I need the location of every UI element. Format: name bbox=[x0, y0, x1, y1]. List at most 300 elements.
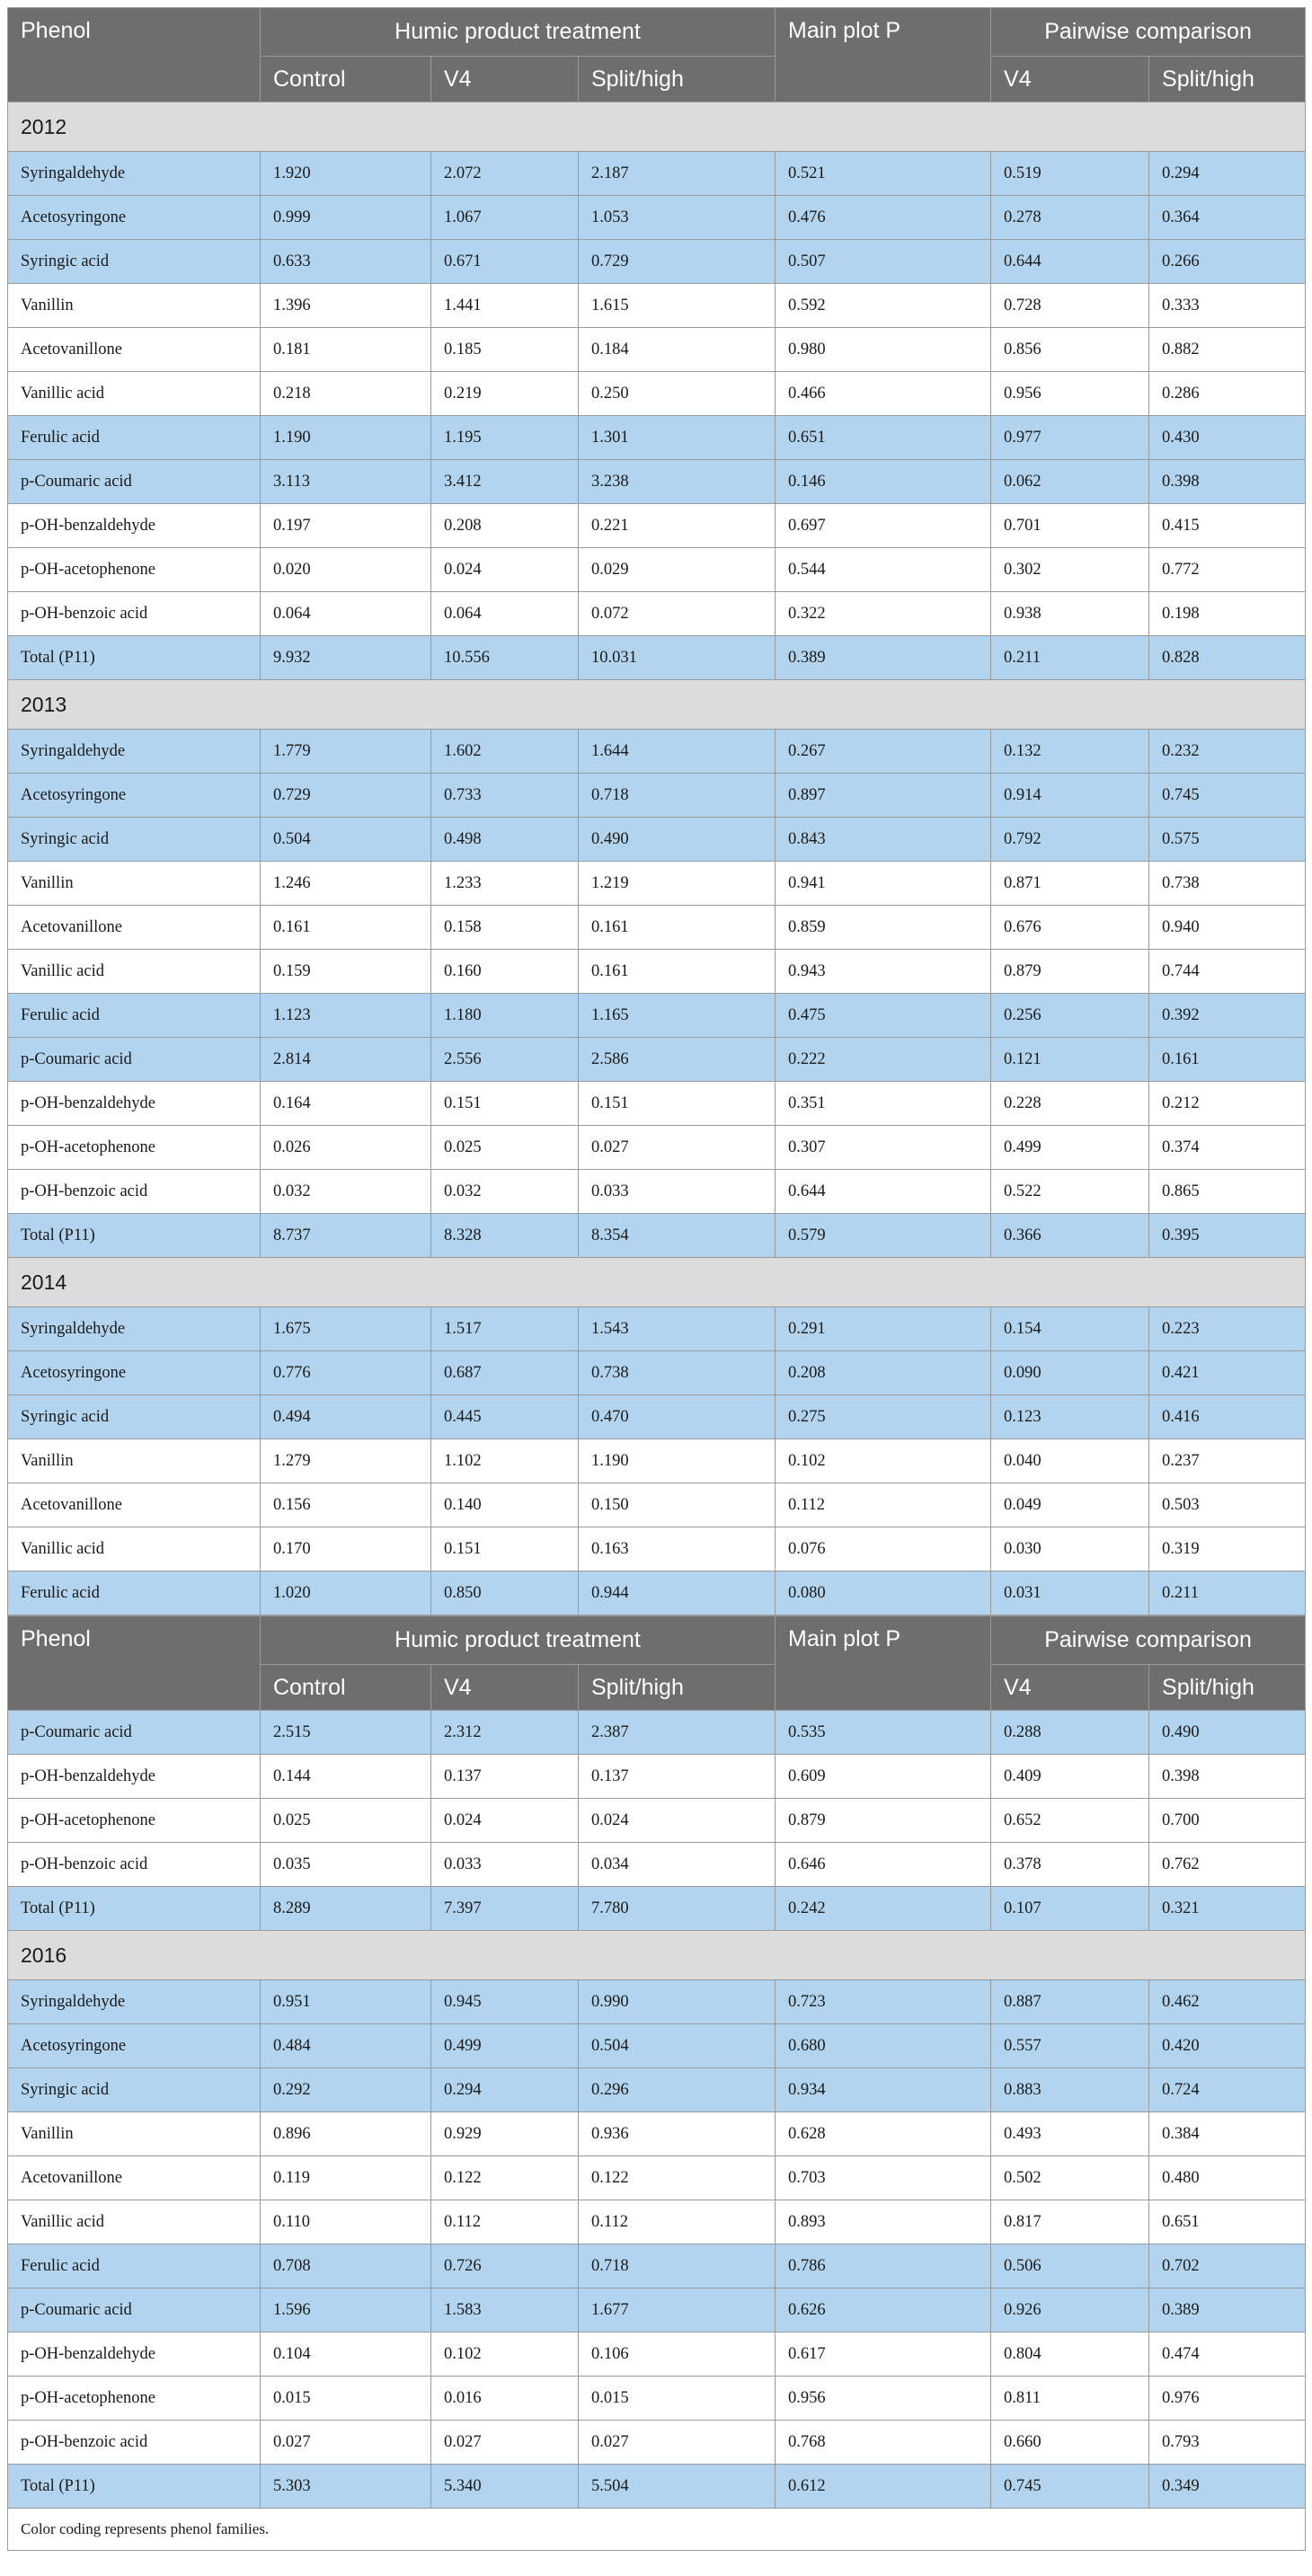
cell-main-plot-p: 0.879 bbox=[776, 1799, 991, 1843]
cell-v4: 0.219 bbox=[431, 372, 579, 416]
header-split-high: Split/high bbox=[579, 57, 776, 102]
table-row bbox=[8, 2244, 1306, 2288]
cell-v4: 0.024 bbox=[431, 548, 579, 592]
header-pairwise-v4: V4 bbox=[991, 1665, 1149, 1711]
cell-main-plot-p: 0.307 bbox=[776, 1126, 991, 1170]
cell-v4: 0.687 bbox=[431, 1351, 579, 1395]
header-main-plot-p: Main plot P bbox=[776, 1616, 991, 1711]
cell-main-plot-p: 0.466 bbox=[776, 372, 991, 416]
cell-main-plot-p: 0.680 bbox=[776, 2024, 991, 2068]
cell-pairwise-split-high: 0.232 bbox=[1149, 730, 1306, 774]
cell-pairwise-split-high: 0.474 bbox=[1149, 2333, 1306, 2377]
cell-pairwise-v4: 0.977 bbox=[991, 416, 1149, 460]
cell-pairwise-v4: 0.132 bbox=[991, 730, 1149, 774]
cell-main-plot-p: 0.291 bbox=[776, 1307, 991, 1351]
cell-main-plot-p: 0.723 bbox=[776, 1980, 991, 2024]
cell-pairwise-v4: 0.914 bbox=[991, 774, 1149, 818]
cell-pairwise-split-high: 0.745 bbox=[1149, 774, 1306, 818]
cell-control: 1.190 bbox=[261, 416, 431, 460]
cell-control: 1.279 bbox=[261, 1439, 431, 1483]
table-row bbox=[8, 196, 1306, 240]
cell-main-plot-p: 0.389 bbox=[776, 636, 991, 680]
cell-phenol: Acetovanillone bbox=[8, 1483, 261, 1527]
cell-pairwise-v4: 0.811 bbox=[991, 2377, 1149, 2421]
cell-pairwise-split-high: 0.503 bbox=[1149, 1483, 1306, 1527]
cell-v4: 0.016 bbox=[431, 2377, 579, 2421]
cell-split-high: 2.586 bbox=[579, 1038, 776, 1082]
cell-split-high: 3.238 bbox=[579, 460, 776, 504]
cell-split-high: 0.718 bbox=[579, 774, 776, 818]
cell-main-plot-p: 0.507 bbox=[776, 240, 991, 284]
cell-control: 0.197 bbox=[261, 504, 431, 548]
cell-main-plot-p: 0.893 bbox=[776, 2200, 991, 2244]
cell-main-plot-p: 0.897 bbox=[776, 774, 991, 818]
cell-main-plot-p: 0.592 bbox=[776, 284, 991, 328]
cell-phenol: Vanillin bbox=[8, 2112, 261, 2156]
cell-split-high: 0.490 bbox=[579, 818, 776, 862]
cell-split-high: 1.053 bbox=[579, 196, 776, 240]
cell-v4: 0.945 bbox=[431, 1980, 579, 2024]
cell-split-high: 0.015 bbox=[579, 2377, 776, 2421]
cell-v4: 3.412 bbox=[431, 460, 579, 504]
cell-control: 0.025 bbox=[261, 1799, 431, 1843]
cell-split-high: 0.470 bbox=[579, 1395, 776, 1439]
year-label: 2012 bbox=[8, 102, 1306, 152]
header-control: Control bbox=[261, 57, 431, 102]
cell-control: 0.170 bbox=[261, 1527, 431, 1571]
cell-main-plot-p: 0.628 bbox=[776, 2112, 991, 2156]
cell-control: 0.292 bbox=[261, 2068, 431, 2112]
year-row bbox=[8, 102, 1306, 152]
cell-control: 0.951 bbox=[261, 1980, 431, 2024]
cell-main-plot-p: 0.941 bbox=[776, 862, 991, 906]
cell-split-high: 0.184 bbox=[579, 328, 776, 372]
cell-pairwise-split-high: 0.321 bbox=[1149, 1887, 1306, 1931]
cell-main-plot-p: 0.980 bbox=[776, 328, 991, 372]
cell-phenol: p-OH-benzoic acid bbox=[8, 592, 261, 636]
cell-control: 1.396 bbox=[261, 284, 431, 328]
cell-v4: 0.112 bbox=[431, 2200, 579, 2244]
cell-control: 0.776 bbox=[261, 1351, 431, 1395]
cell-pairwise-split-high: 0.865 bbox=[1149, 1170, 1306, 1214]
cell-v4: 0.033 bbox=[431, 1843, 579, 1887]
cell-phenol: Syringic acid bbox=[8, 2068, 261, 2112]
cell-main-plot-p: 0.267 bbox=[776, 730, 991, 774]
cell-v4: 1.067 bbox=[431, 196, 579, 240]
cell-v4: 0.027 bbox=[431, 2421, 579, 2465]
table-row bbox=[8, 2068, 1306, 2112]
cell-control: 0.494 bbox=[261, 1395, 431, 1439]
cell-pairwise-v4: 0.817 bbox=[991, 2200, 1149, 2244]
cell-main-plot-p: 0.859 bbox=[776, 906, 991, 950]
cell-pairwise-split-high: 0.420 bbox=[1149, 2024, 1306, 2068]
cell-main-plot-p: 0.535 bbox=[776, 1711, 991, 1755]
year-row bbox=[8, 1931, 1306, 1980]
cell-pairwise-split-high: 0.319 bbox=[1149, 1527, 1306, 1571]
cell-v4: 0.294 bbox=[431, 2068, 579, 2112]
cell-control: 0.484 bbox=[261, 2024, 431, 2068]
cell-pairwise-split-high: 0.398 bbox=[1149, 460, 1306, 504]
cell-pairwise-v4: 0.871 bbox=[991, 862, 1149, 906]
cell-split-high: 0.150 bbox=[579, 1483, 776, 1527]
table-row bbox=[8, 1126, 1306, 1170]
cell-pairwise-split-high: 0.462 bbox=[1149, 1980, 1306, 2024]
cell-split-high: 0.034 bbox=[579, 1843, 776, 1887]
cell-control: 0.110 bbox=[261, 2200, 431, 2244]
header-treatment: Humic product treatment bbox=[261, 1616, 776, 1665]
cell-control: 0.104 bbox=[261, 2333, 431, 2377]
cell-pairwise-v4: 0.792 bbox=[991, 818, 1149, 862]
table-row bbox=[8, 730, 1306, 774]
table-row bbox=[8, 1038, 1306, 1082]
cell-pairwise-v4: 0.211 bbox=[991, 636, 1149, 680]
cell-phenol: p-OH-benzoic acid bbox=[8, 2421, 261, 2465]
cell-control: 1.596 bbox=[261, 2288, 431, 2333]
header-pairwise: Pairwise comparison bbox=[991, 1616, 1306, 1665]
cell-main-plot-p: 0.351 bbox=[776, 1082, 991, 1126]
cell-pairwise-split-high: 0.575 bbox=[1149, 818, 1306, 862]
cell-v4: 0.850 bbox=[431, 1571, 579, 1616]
table-row bbox=[8, 504, 1306, 548]
cell-v4: 1.233 bbox=[431, 862, 579, 906]
cell-pairwise-v4: 0.302 bbox=[991, 548, 1149, 592]
cell-split-high: 10.031 bbox=[579, 636, 776, 680]
cell-split-high: 0.944 bbox=[579, 1571, 776, 1616]
cell-pairwise-v4: 0.107 bbox=[991, 1887, 1149, 1931]
cell-pairwise-split-high: 0.237 bbox=[1149, 1439, 1306, 1483]
table-row bbox=[8, 1170, 1306, 1214]
table-row bbox=[8, 906, 1306, 950]
cell-v4: 0.140 bbox=[431, 1483, 579, 1527]
cell-pairwise-v4: 0.745 bbox=[991, 2465, 1149, 2509]
cell-pairwise-split-high: 0.398 bbox=[1149, 1755, 1306, 1799]
table-body bbox=[8, 102, 1306, 1616]
year-row bbox=[8, 680, 1306, 730]
cell-split-high: 0.296 bbox=[579, 2068, 776, 2112]
table-row bbox=[8, 548, 1306, 592]
cell-phenol: p-OH-benzoic acid bbox=[8, 1843, 261, 1887]
cell-v4: 0.032 bbox=[431, 1170, 579, 1214]
cell-v4: 8.328 bbox=[431, 1214, 579, 1258]
table-row bbox=[8, 950, 1306, 994]
table-row bbox=[8, 862, 1306, 906]
table-row bbox=[8, 2421, 1306, 2465]
cell-phenol: Vanillin bbox=[8, 284, 261, 328]
cell-phenol: Vanillic acid bbox=[8, 1527, 261, 1571]
table-row bbox=[8, 284, 1306, 328]
table-header bbox=[8, 1616, 1306, 1711]
cell-phenol: Total (P11) bbox=[8, 2465, 261, 2509]
cell-pairwise-v4: 0.856 bbox=[991, 328, 1149, 372]
cell-pairwise-v4: 0.493 bbox=[991, 2112, 1149, 2156]
header-pairwise-split-high: Split/high bbox=[1149, 1665, 1306, 1711]
cell-phenol: Total (P11) bbox=[8, 1887, 261, 1931]
cell-main-plot-p: 0.242 bbox=[776, 1887, 991, 1931]
cell-phenol: p-OH-acetophenone bbox=[8, 1799, 261, 1843]
cell-phenol: Syringic acid bbox=[8, 1395, 261, 1439]
cell-split-high: 0.024 bbox=[579, 1799, 776, 1843]
cell-main-plot-p: 0.476 bbox=[776, 196, 991, 240]
cell-pairwise-split-high: 0.333 bbox=[1149, 284, 1306, 328]
cell-control: 2.515 bbox=[261, 1711, 431, 1755]
phenol-table-part-1 bbox=[7, 7, 1306, 1616]
cell-control: 0.035 bbox=[261, 1843, 431, 1887]
cell-control: 0.027 bbox=[261, 2421, 431, 2465]
header-v4: V4 bbox=[431, 1665, 579, 1711]
cell-main-plot-p: 0.617 bbox=[776, 2333, 991, 2377]
cell-pairwise-split-high: 0.421 bbox=[1149, 1351, 1306, 1395]
cell-phenol: Syringaldehyde bbox=[8, 152, 261, 196]
cell-control: 0.164 bbox=[261, 1082, 431, 1126]
cell-split-high: 0.250 bbox=[579, 372, 776, 416]
cell-split-high: 0.033 bbox=[579, 1170, 776, 1214]
cell-pairwise-v4: 0.031 bbox=[991, 1571, 1149, 1616]
cell-pairwise-v4: 0.256 bbox=[991, 994, 1149, 1038]
cell-v4: 0.671 bbox=[431, 240, 579, 284]
table-row bbox=[8, 1082, 1306, 1126]
cell-split-high: 0.106 bbox=[579, 2333, 776, 2377]
cell-phenol: Vanillin bbox=[8, 1439, 261, 1483]
cell-split-high: 0.221 bbox=[579, 504, 776, 548]
cell-v4: 0.151 bbox=[431, 1082, 579, 1126]
year-label: 2016 bbox=[8, 1931, 1306, 1980]
table-row bbox=[8, 416, 1306, 460]
cell-control: 3.113 bbox=[261, 460, 431, 504]
header-split-high: Split/high bbox=[579, 1665, 776, 1711]
cell-control: 1.020 bbox=[261, 1571, 431, 1616]
cell-v4: 0.025 bbox=[431, 1126, 579, 1170]
cell-split-high: 5.504 bbox=[579, 2465, 776, 2509]
cell-v4: 2.072 bbox=[431, 152, 579, 196]
cell-control: 1.779 bbox=[261, 730, 431, 774]
cell-phenol: Acetovanillone bbox=[8, 906, 261, 950]
cell-v4: 0.102 bbox=[431, 2333, 579, 2377]
table-row bbox=[8, 636, 1306, 680]
cell-main-plot-p: 0.612 bbox=[776, 2465, 991, 2509]
cell-pairwise-split-high: 0.772 bbox=[1149, 548, 1306, 592]
cell-v4: 0.498 bbox=[431, 818, 579, 862]
cell-split-high: 0.151 bbox=[579, 1082, 776, 1126]
cell-control: 1.675 bbox=[261, 1307, 431, 1351]
cell-phenol: Ferulic acid bbox=[8, 994, 261, 1038]
footnote: Color coding represents phenol families. bbox=[8, 2509, 1306, 2551]
cell-control: 0.896 bbox=[261, 2112, 431, 2156]
cell-v4: 0.185 bbox=[431, 328, 579, 372]
cell-split-high: 0.029 bbox=[579, 548, 776, 592]
cell-phenol: Acetovanillone bbox=[8, 2156, 261, 2200]
cell-phenol: Syringaldehyde bbox=[8, 1307, 261, 1351]
cell-control: 0.633 bbox=[261, 240, 431, 284]
cell-control: 1.123 bbox=[261, 994, 431, 1038]
cell-phenol: p-OH-benzaldehyde bbox=[8, 2333, 261, 2377]
cell-split-high: 0.163 bbox=[579, 1527, 776, 1571]
cell-control: 0.015 bbox=[261, 2377, 431, 2421]
cell-main-plot-p: 0.697 bbox=[776, 504, 991, 548]
cell-split-high: 0.936 bbox=[579, 2112, 776, 2156]
cell-pairwise-v4: 0.938 bbox=[991, 592, 1149, 636]
cell-split-high: 0.718 bbox=[579, 2244, 776, 2288]
cell-pairwise-split-high: 0.793 bbox=[1149, 2421, 1306, 2465]
cell-pairwise-v4: 0.378 bbox=[991, 1843, 1149, 1887]
cell-pairwise-split-high: 0.389 bbox=[1149, 2288, 1306, 2333]
cell-v4: 2.312 bbox=[431, 1711, 579, 1755]
table-row bbox=[8, 2156, 1306, 2200]
year-row bbox=[8, 1258, 1306, 1307]
cell-pairwise-split-high: 0.294 bbox=[1149, 152, 1306, 196]
cell-pairwise-split-high: 0.940 bbox=[1149, 906, 1306, 950]
cell-control: 0.144 bbox=[261, 1755, 431, 1799]
cell-control: 0.026 bbox=[261, 1126, 431, 1170]
cell-phenol: p-Coumaric acid bbox=[8, 460, 261, 504]
cell-control: 5.303 bbox=[261, 2465, 431, 2509]
cell-control: 0.708 bbox=[261, 2244, 431, 2288]
cell-pairwise-v4: 0.883 bbox=[991, 2068, 1149, 2112]
cell-v4: 1.583 bbox=[431, 2288, 579, 2333]
cell-v4: 0.064 bbox=[431, 592, 579, 636]
cell-pairwise-v4: 0.652 bbox=[991, 1799, 1149, 1843]
table-row bbox=[8, 1755, 1306, 1799]
phenol-tables bbox=[7, 7, 1305, 2551]
cell-phenol: Syringaldehyde bbox=[8, 730, 261, 774]
table-row bbox=[8, 328, 1306, 372]
cell-pairwise-split-high: 0.392 bbox=[1149, 994, 1306, 1038]
cell-v4: 0.499 bbox=[431, 2024, 579, 2068]
table-row bbox=[8, 818, 1306, 862]
cell-pairwise-split-high: 0.480 bbox=[1149, 2156, 1306, 2200]
cell-main-plot-p: 0.609 bbox=[776, 1755, 991, 1799]
cell-v4: 0.122 bbox=[431, 2156, 579, 2200]
cell-control: 0.218 bbox=[261, 372, 431, 416]
cell-pairwise-split-high: 0.395 bbox=[1149, 1214, 1306, 1258]
table-row bbox=[8, 592, 1306, 636]
cell-phenol: Vanillic acid bbox=[8, 950, 261, 994]
cell-pairwise-v4: 0.926 bbox=[991, 2288, 1149, 2333]
table-row bbox=[8, 1887, 1306, 1931]
cell-pairwise-v4: 0.506 bbox=[991, 2244, 1149, 2288]
table-row bbox=[8, 1395, 1306, 1439]
cell-v4: 7.397 bbox=[431, 1887, 579, 1931]
header-main-plot-p: Main plot P bbox=[776, 8, 991, 102]
cell-main-plot-p: 0.579 bbox=[776, 1214, 991, 1258]
cell-v4: 5.340 bbox=[431, 2465, 579, 2509]
cell-phenol: Acetosyringone bbox=[8, 1351, 261, 1395]
cell-main-plot-p: 0.843 bbox=[776, 818, 991, 862]
cell-phenol: Ferulic acid bbox=[8, 416, 261, 460]
cell-v4: 0.151 bbox=[431, 1527, 579, 1571]
cell-pairwise-split-high: 0.700 bbox=[1149, 1799, 1306, 1843]
table-row bbox=[8, 1843, 1306, 1887]
cell-split-high: 0.112 bbox=[579, 2200, 776, 2244]
table-row bbox=[8, 1439, 1306, 1483]
cell-split-high: 1.644 bbox=[579, 730, 776, 774]
cell-control: 9.932 bbox=[261, 636, 431, 680]
table-row bbox=[8, 1799, 1306, 1843]
table-row bbox=[8, 1351, 1306, 1395]
cell-control: 0.729 bbox=[261, 774, 431, 818]
cell-pairwise-split-high: 0.161 bbox=[1149, 1038, 1306, 1082]
cell-control: 2.814 bbox=[261, 1038, 431, 1082]
cell-pairwise-v4: 0.887 bbox=[991, 1980, 1149, 2024]
cell-phenol: p-OH-acetophenone bbox=[8, 1126, 261, 1170]
cell-pairwise-v4: 0.502 bbox=[991, 2156, 1149, 2200]
cell-pairwise-split-high: 0.364 bbox=[1149, 196, 1306, 240]
cell-split-high: 0.161 bbox=[579, 906, 776, 950]
cell-phenol: Acetosyringone bbox=[8, 196, 261, 240]
cell-phenol: p-OH-benzaldehyde bbox=[8, 1755, 261, 1799]
header-pairwise-v4: V4 bbox=[991, 57, 1149, 102]
cell-pairwise-v4: 0.090 bbox=[991, 1351, 1149, 1395]
header-treatment: Humic product treatment bbox=[261, 8, 776, 57]
cell-split-high: 0.729 bbox=[579, 240, 776, 284]
cell-phenol: Vanillic acid bbox=[8, 2200, 261, 2244]
cell-phenol: Total (P11) bbox=[8, 636, 261, 680]
table-row bbox=[8, 152, 1306, 196]
cell-v4: 1.195 bbox=[431, 416, 579, 460]
cell-pairwise-split-high: 0.374 bbox=[1149, 1126, 1306, 1170]
cell-pairwise-v4: 0.040 bbox=[991, 1439, 1149, 1483]
cell-main-plot-p: 0.076 bbox=[776, 1527, 991, 1571]
cell-pairwise-v4: 0.366 bbox=[991, 1214, 1149, 1258]
cell-pairwise-v4: 0.519 bbox=[991, 152, 1149, 196]
cell-v4: 0.445 bbox=[431, 1395, 579, 1439]
cell-split-high: 1.615 bbox=[579, 284, 776, 328]
cell-control: 0.156 bbox=[261, 1483, 431, 1527]
cell-pairwise-v4: 0.123 bbox=[991, 1395, 1149, 1439]
cell-main-plot-p: 0.644 bbox=[776, 1170, 991, 1214]
cell-pairwise-v4: 0.062 bbox=[991, 460, 1149, 504]
cell-pairwise-split-high: 0.762 bbox=[1149, 1843, 1306, 1887]
cell-v4: 2.556 bbox=[431, 1038, 579, 1082]
cell-control: 0.064 bbox=[261, 592, 431, 636]
cell-pairwise-split-high: 0.724 bbox=[1149, 2068, 1306, 2112]
table-row bbox=[8, 1980, 1306, 2024]
cell-main-plot-p: 0.934 bbox=[776, 2068, 991, 2112]
cell-split-high: 2.387 bbox=[579, 1711, 776, 1755]
cell-control: 1.246 bbox=[261, 862, 431, 906]
cell-v4: 0.024 bbox=[431, 1799, 579, 1843]
cell-phenol: Vanillic acid bbox=[8, 372, 261, 416]
cell-pairwise-split-high: 0.384 bbox=[1149, 2112, 1306, 2156]
year-label: 2013 bbox=[8, 680, 1306, 730]
cell-split-high: 1.190 bbox=[579, 1439, 776, 1483]
cell-pairwise-v4: 0.030 bbox=[991, 1527, 1149, 1571]
cell-main-plot-p: 0.521 bbox=[776, 152, 991, 196]
cell-main-plot-p: 0.956 bbox=[776, 2377, 991, 2421]
cell-pairwise-v4: 0.676 bbox=[991, 906, 1149, 950]
table-row bbox=[8, 1527, 1306, 1571]
table-row bbox=[8, 2024, 1306, 2068]
table-row bbox=[8, 2112, 1306, 2156]
header-v4: V4 bbox=[431, 57, 579, 102]
cell-pairwise-split-high: 0.198 bbox=[1149, 592, 1306, 636]
cell-phenol: p-OH-acetophenone bbox=[8, 548, 261, 592]
cell-main-plot-p: 0.112 bbox=[776, 1483, 991, 1527]
cell-main-plot-p: 0.275 bbox=[776, 1395, 991, 1439]
cell-pairwise-v4: 0.804 bbox=[991, 2333, 1149, 2377]
cell-v4: 0.160 bbox=[431, 950, 579, 994]
cell-split-high: 0.137 bbox=[579, 1755, 776, 1799]
cell-main-plot-p: 0.943 bbox=[776, 950, 991, 994]
table-header bbox=[8, 8, 1306, 102]
cell-v4: 1.517 bbox=[431, 1307, 579, 1351]
cell-phenol: p-Coumaric acid bbox=[8, 2288, 261, 2333]
cell-pairwise-split-high: 0.349 bbox=[1149, 2465, 1306, 2509]
cell-pairwise-v4: 0.499 bbox=[991, 1126, 1149, 1170]
cell-phenol: Vanillin bbox=[8, 862, 261, 906]
cell-phenol: Syringic acid bbox=[8, 818, 261, 862]
cell-v4: 10.556 bbox=[431, 636, 579, 680]
cell-phenol: Acetosyringone bbox=[8, 2024, 261, 2068]
